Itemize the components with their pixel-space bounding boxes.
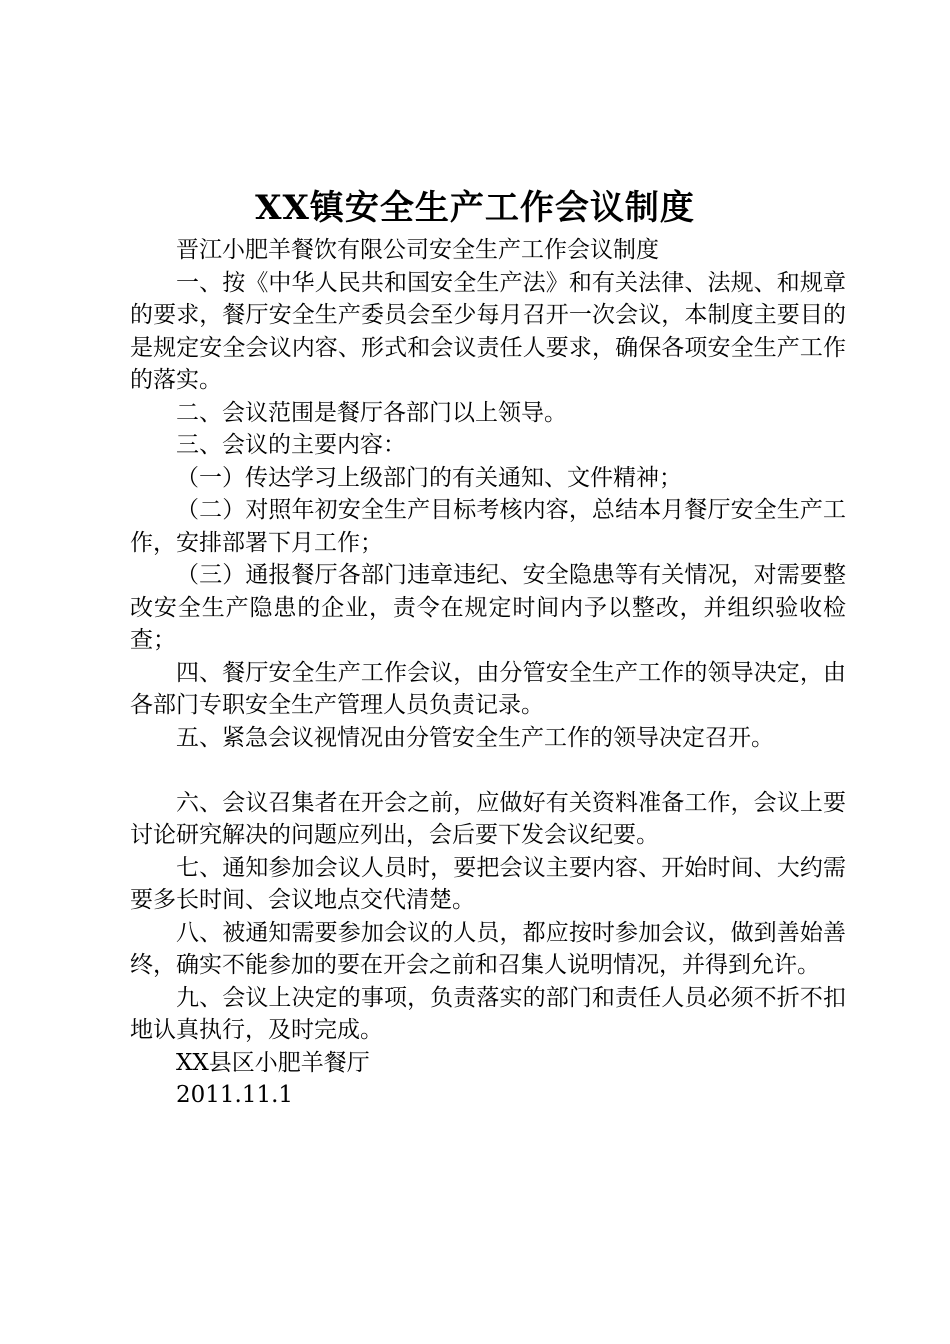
paragraph-8: 八、被通知需要参加会议的人员，都应按时参加会议，做到善始善终，确实不能参加的要在开会之前和召集人说明情况，并得到允许。 [130, 919, 846, 978]
paragraph-4: 四、餐厅安全生产工作会议，由分管安全生产工作的领导决定，由各部门专职安全生产管理人员负责记录。 [130, 659, 846, 718]
paragraph-7: 七、通知参加会议人员时，要把会议主要内容、开始时间、大约需要多长时间、会议地点交代清楚。 [130, 854, 846, 913]
paragraph-1: 一、按《中华人民共和国安全生产法》和有关法律、法规、和规章的要求，餐厅安全生产委员会至少每月召开一次会议，本制度主要目的是规定安全会议内容、形式和会议责任人要求，确保各项安全生产工作的落实。 [130, 269, 846, 393]
blank-line [130, 754, 846, 787]
paragraph-3: 三、会议的主要内容： [176, 432, 406, 458]
paragraph-2: 二、会议范围是餐厅各部门以上领导。 [176, 399, 567, 426]
signature-date: 2011.11.1 [176, 1082, 294, 1108]
paragraph-5: 五、紧急会议视情况由分管安全生产工作的领导决定召开。 [176, 724, 774, 751]
paragraph-3-item-3: （三）通报餐厅各部门违章违纪、安全隐患等有关情况，对需要整改安全生产隐患的企业，责令在规定时间内予以整改，并组织验收检查； [130, 562, 846, 653]
paragraph-6: 六、会议召集者在开会之前，应做好有关资料准备工作，会议上要讨论研究解决的问题应列出，会后要下发会议纪要。 [130, 789, 846, 848]
paragraph-9: 九、会议上决定的事项，负责落实的部门和责任人员必须不折不扣地认真执行，及时完成。 [130, 984, 846, 1043]
signature-organization: XX县区小肥羊餐厅 [176, 1049, 370, 1076]
paragraph-subtitle: 晋江小肥羊餐饮有限公司安全生产工作会议制度 [176, 237, 659, 263]
paragraph-3-item-2: （二）对照年初安全生产目标考核内容，总结本月餐厅安全生产工作，安排部署下月工作； [130, 497, 846, 556]
paragraph-3-item-1: （一）传达学习上级部门的有关通知、文件精神； [176, 464, 682, 491]
document-body [130, 234, 846, 1112]
document-title: XX镇安全生产工作会议制度 [255, 188, 695, 228]
